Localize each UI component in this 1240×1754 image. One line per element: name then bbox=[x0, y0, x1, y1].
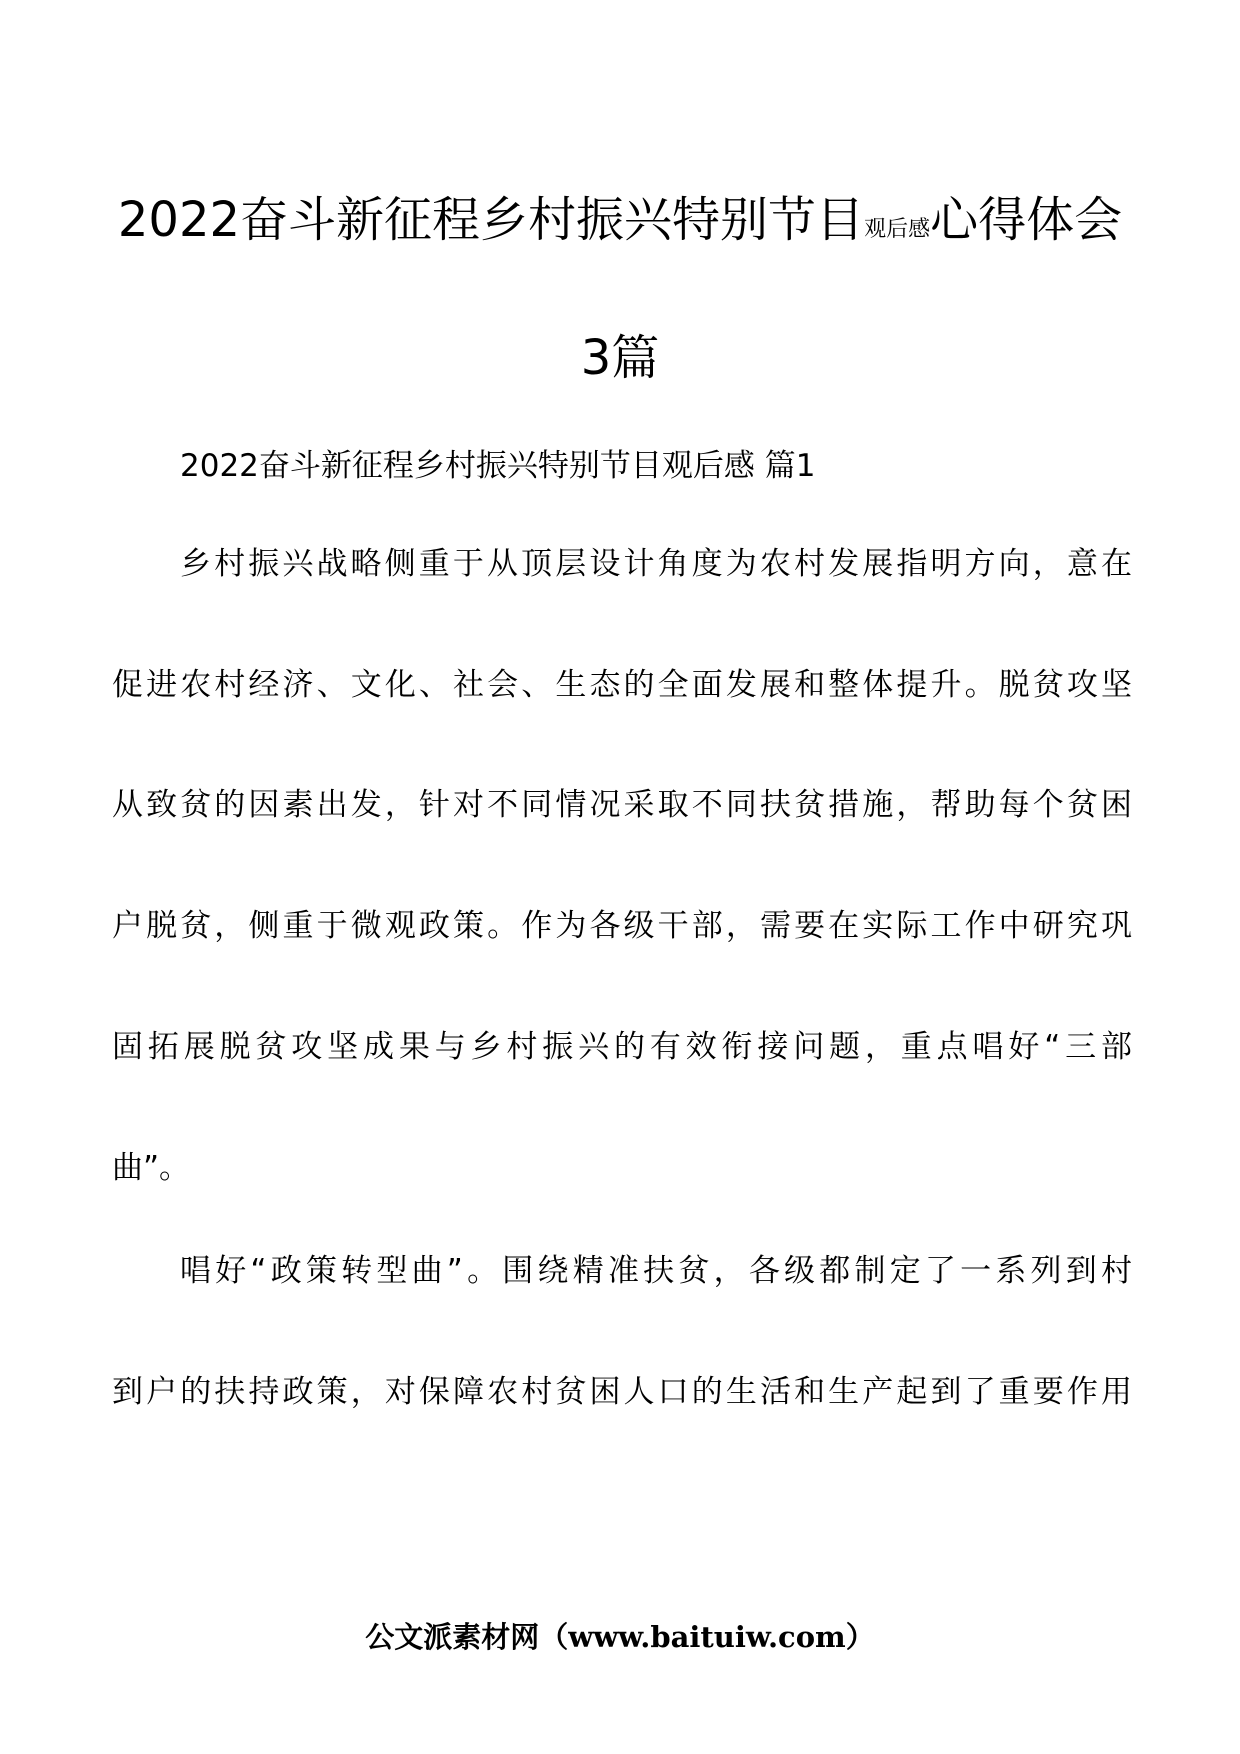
paragraph-line: 户脱贫，侧重于微观政策。作为各级干部，需要在实际工作中研究巩 bbox=[112, 908, 1132, 944]
paragraph-line: 从致贫的因素出发，针对不同情况采取不同扶贫措施，帮助每个贫困 bbox=[112, 787, 1132, 823]
paragraph-line: 唱好“政策转型曲”。围绕精准扶贫，各级都制定了一系列到村 bbox=[180, 1253, 1132, 1289]
paragraph-line: 促进农村经济、文化、社会、生态的全面发展和整体提升。脱贫攻坚 bbox=[112, 667, 1132, 703]
paragraph-line: 曲”。 bbox=[112, 1150, 191, 1186]
title-small-insert: 观后感 bbox=[864, 217, 931, 242]
title-tail: 心得体会 bbox=[930, 192, 1123, 248]
section-heading: 2022奋斗新征程乡村振兴特别节目观后感 篇1 bbox=[180, 448, 816, 484]
paragraph-line: 固拓展脱贫攻坚成果与乡村振兴的有效衔接问题，重点唱好“三部 bbox=[112, 1029, 1132, 1065]
paragraph-line: 乡村振兴战略侧重于从顶层设计角度为农村发展指明方向，意在 bbox=[180, 546, 1132, 582]
paragraph-line: 到户的扶持政策，对保障农村贫困人口的生活和生产起到了重要作用 bbox=[112, 1374, 1132, 1410]
document-title bbox=[60, 190, 1180, 260]
footer-source: 公文派素材网（www.baituiw.com） bbox=[365, 1620, 875, 1654]
title-main: 2022奋斗新征程乡村振兴特别节目 bbox=[117, 192, 865, 248]
document-title-line2: 3篇 bbox=[580, 330, 660, 386]
